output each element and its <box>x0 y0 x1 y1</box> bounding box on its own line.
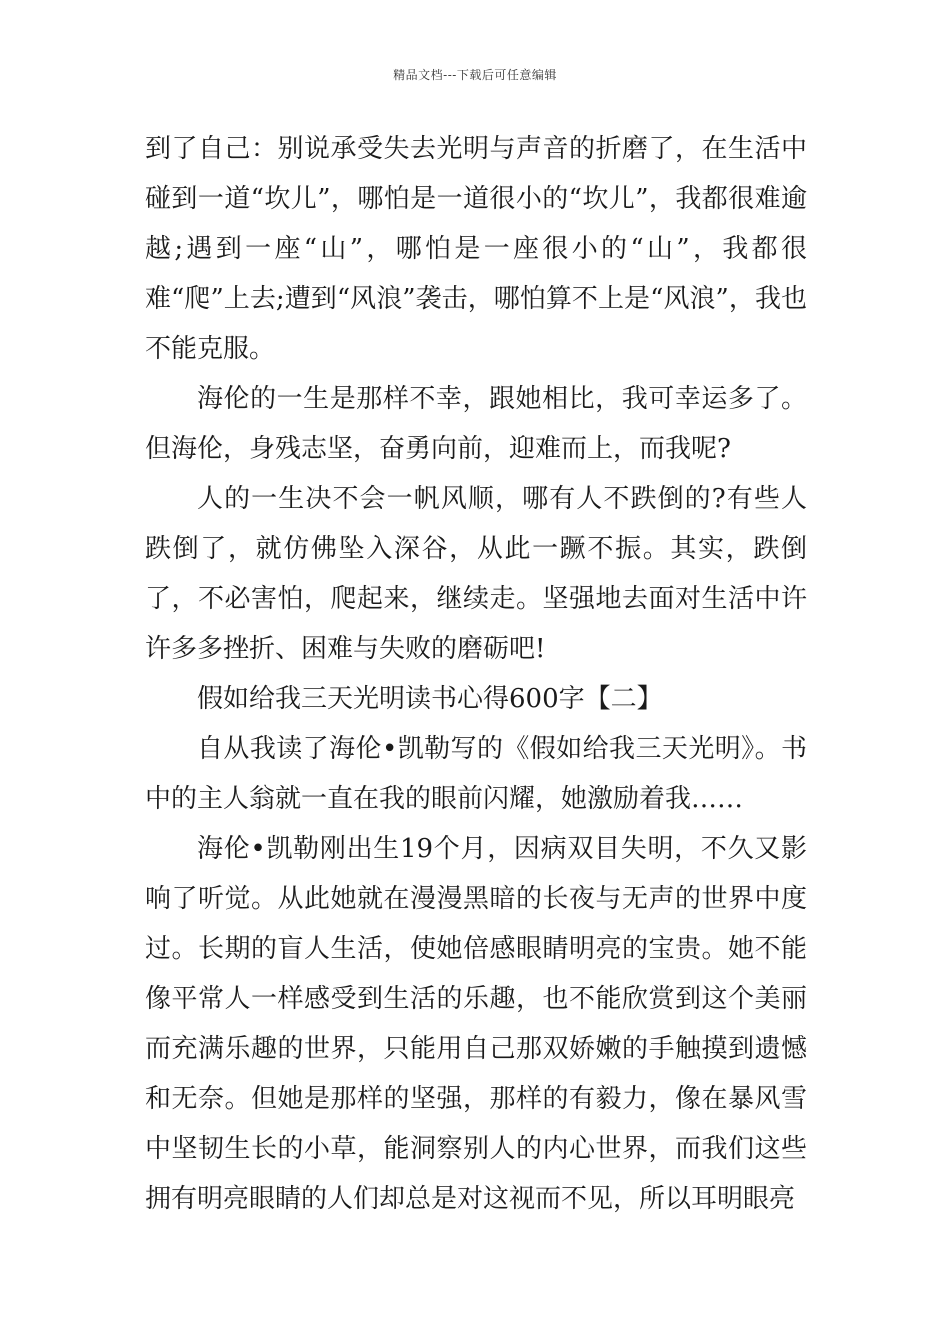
paragraph-helen-comparison: 海伦的一生是那样不幸，跟她相比，我可幸运多了。但海伦，身残志坚，奋勇向前，迎难而上，而我呢? <box>145 384 807 464</box>
paragraph-helen-story: 海伦•凯勒刚出生19个月，因病双目失明，不久又影响了听觉。从此她就在漫漫黑暗的长夜与无声的世界中度过。长期的盲人生活，使她倍感眼睛明亮的宝贵。她不能像平常人一样感受到生活的乐趣，也不能欣赏到这个美丽而充满乐趣的世界，只能用自己那双娇嫩的手触摸到遗憾和无奈。但她是那样的坚强，那样的有毅力，像在暴风雪中坚韧生长的小草，能洞察别人的内心世界，而我们这些拥有明亮眼睛的人们却总是对这视而不见，所以耳明眼亮 <box>145 834 807 1214</box>
page-header: 精品文档---下载后可任意编辑 <box>393 68 557 82</box>
paragraph-continuation: 到了自己：别说承受失去光明与声音的折磨了，在生活中碰到一道“坎儿”，哪怕是一道很小的“坎儿”，我都很难逾越;遇到一座“山”，哪怕是一座很小的“山”，我都很难“爬”上去;遭到“风浪”袭击，哪怕算不上是“风浪”，我也不能克服。 <box>145 134 807 364</box>
paragraph-life-setbacks: 人的一生决不会一帆风顺，哪有人不跌倒的?有些人跌倒了，就仿佛坠入深谷，从此一蹶不振。其实，跌倒了，不必害怕，爬起来，继续走。坚强地去面对生活中许许多多挫折、困难与失败的磨砺吧! <box>145 484 807 664</box>
paragraph-reading-intro: 自从我读了海伦•凯勒写的《假如给我三天光明》。书中的主人翁就一直在我的眼前闪耀，她激励着我…… <box>145 734 807 814</box>
section-heading: 假如给我三天光明读书心得600字【二】 <box>197 684 663 714</box>
document-body <box>145 124 807 1224</box>
